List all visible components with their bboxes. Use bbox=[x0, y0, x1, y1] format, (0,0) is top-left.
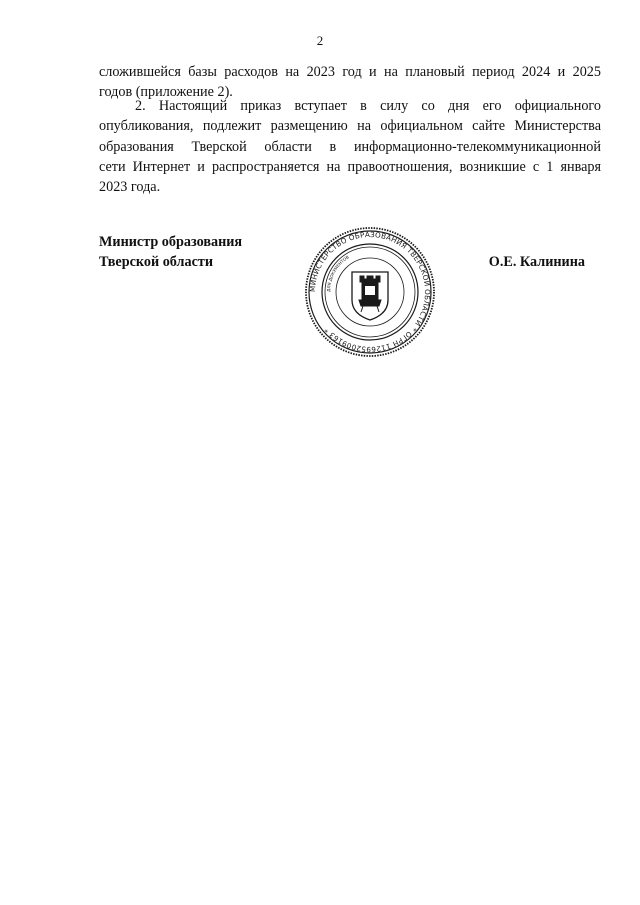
paragraph-2-line-5: 2023 года. bbox=[99, 179, 161, 196]
paragraph-2-line-2: опубликования, подлежит размещению на официальном сайте Министерства bbox=[99, 118, 601, 135]
signatory-name: О.Е. Калинина bbox=[488, 254, 585, 270]
coat-of-arms-icon bbox=[352, 272, 388, 320]
paragraph-2-line-3: образования Тверской области в информационно-телекоммуникационной bbox=[99, 138, 601, 155]
paragraph-1-line-2: годов (приложение 2). bbox=[99, 84, 233, 101]
paragraph-2 bbox=[99, 96, 601, 197]
signatory-title-line-2: Тверской области bbox=[99, 254, 214, 270]
seal-inner-text: ДЛЯ ДОКУМЕНТОВ bbox=[325, 254, 350, 293]
seal-ring-text: МИНИСТЕРСТВО ОБРАЗОВАНИЯ ТВЕРСКОЙ ОБЛАСТИ * ОГРН 1126952009163 * bbox=[307, 229, 433, 355]
paragraph-2-line-4: сети Интернет и распространяется на правоотношения, возникшие с 1 января bbox=[99, 158, 601, 175]
paragraph-1-line-1: сложившейся базы расходов на 2023 год и на плановый период 2024 и 2025 bbox=[99, 64, 601, 80]
page-number: 2 bbox=[316, 33, 324, 48]
paragraph-2-line-1: 2. Настоящий приказ вступает в силу со дня его официального bbox=[135, 98, 601, 114]
signatory-title bbox=[99, 232, 242, 272]
official-seal bbox=[304, 226, 436, 358]
signatory-title-line-1: Министр образования bbox=[99, 234, 243, 250]
